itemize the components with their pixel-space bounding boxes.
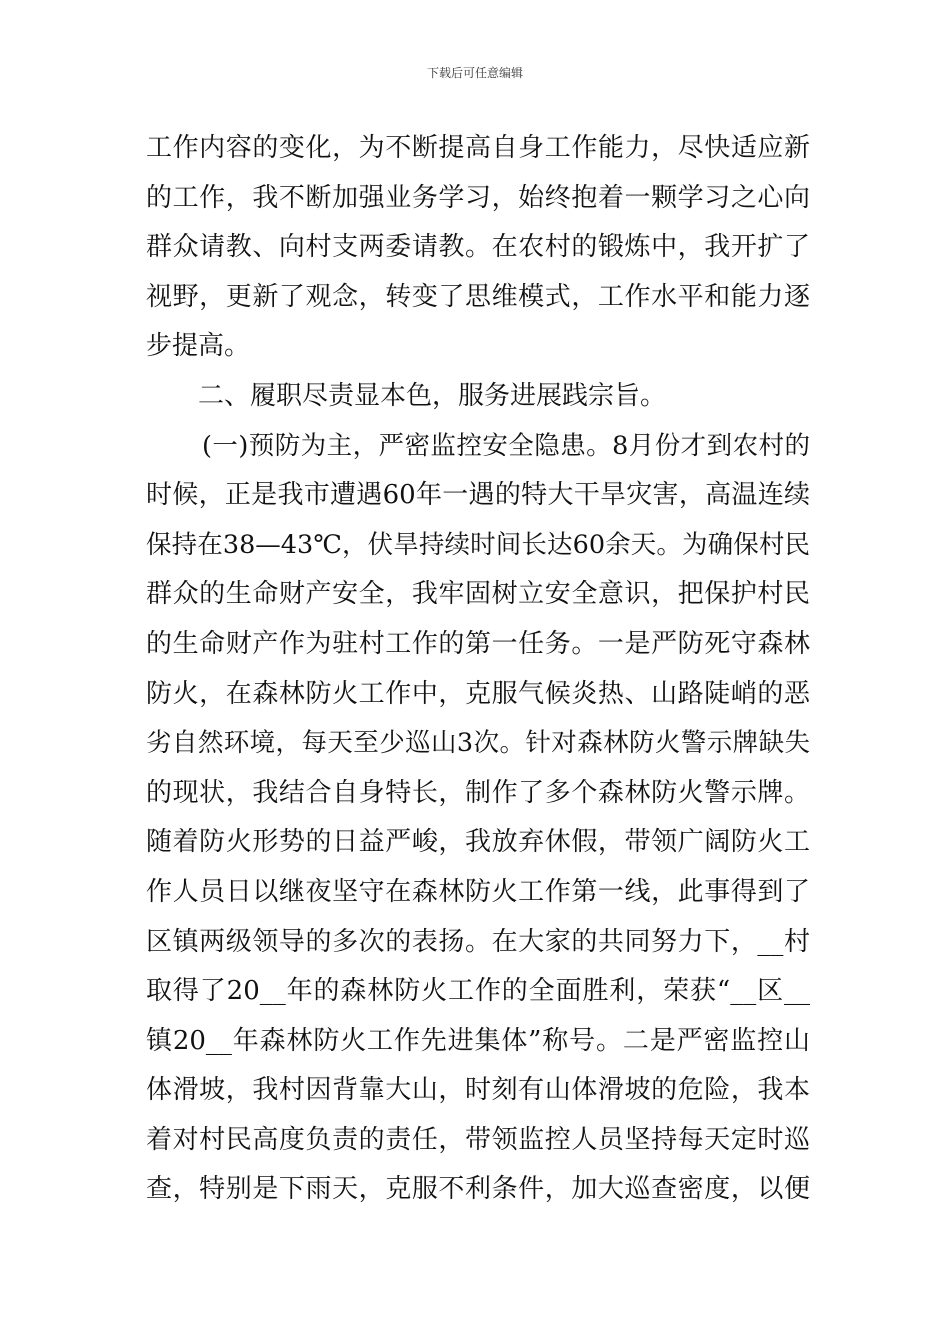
text-line: 时候，正是我市遭遇60年一遇的特大干旱灾害，高温连续 [146,480,810,511]
text-line: 群众的生命财产安全，我牢固树立安全意识，把保护村民 [146,579,810,610]
text-line: 保持在38—43℃，伏旱持续时间长达60余天。为确保村民 [146,529,810,560]
text-line: 区镇两级领导的多次的表扬。在大家的共同努力下，__村 [146,926,810,957]
text-line: 查，特别是下雨天，克服不利条件，加大巡查密度，以便 [146,1174,810,1205]
text-line: 取得了20__年的森林防火工作的全面胜利，荣获“__区__ [146,976,810,1007]
text-line: 步提高。 [146,331,251,362]
text-line: 随着防火形势的日益严峻，我放弃休假，带领广阔防火工 [146,827,810,858]
text-line: 群众请教、向村支两委请教。在农村的锻炼中，我开扩了 [146,232,810,263]
text-line: 工作内容的变化，为不断提高自身工作能力，尽快适应新 [146,133,810,163]
text-line: 作人员日以继夜坚守在森林防火工作第一线，此事得到了 [146,876,810,907]
text-line: (一)预防为主，严密监控安全隐患。8月份才到农村的 [202,430,810,461]
text-line: 着对村民高度负责的责任，带领监控人员坚持每天定时巡 [146,1124,810,1155]
text-line: 的工作，我不断加强业务学习，始终抱着一颗学习之心向 [146,182,810,213]
text-line: 的生命财产作为驻村工作的第一任务。一是严防死守森林 [146,628,810,659]
text-line: 劣自然环境，每天至少巡山3次。针对森林防火警示牌缺失 [146,728,810,759]
text-line: 镇20__年森林防火工作先进集体”称号。二是严密监控山 [146,1025,810,1056]
text-line: 防火，在森林防火工作中，克服气候炎热、山路陡峭的恶 [146,678,810,709]
page-header: 下载后可任意编辑 [426,66,523,80]
text-line: 视野，更新了观念，转变了思维模式，工作水平和能力逐 [146,281,810,312]
section-heading: 二、履职尽责显本色，服务进展践宗旨。 [198,380,667,411]
text-line: 的现状，我结合自身特长，制作了多个森林防火警示牌。 [146,777,810,808]
text-line: 体滑坡，我村因背靠大山，时刻有山体滑坡的危险，我本 [146,1075,810,1106]
document-body [146,124,810,1215]
